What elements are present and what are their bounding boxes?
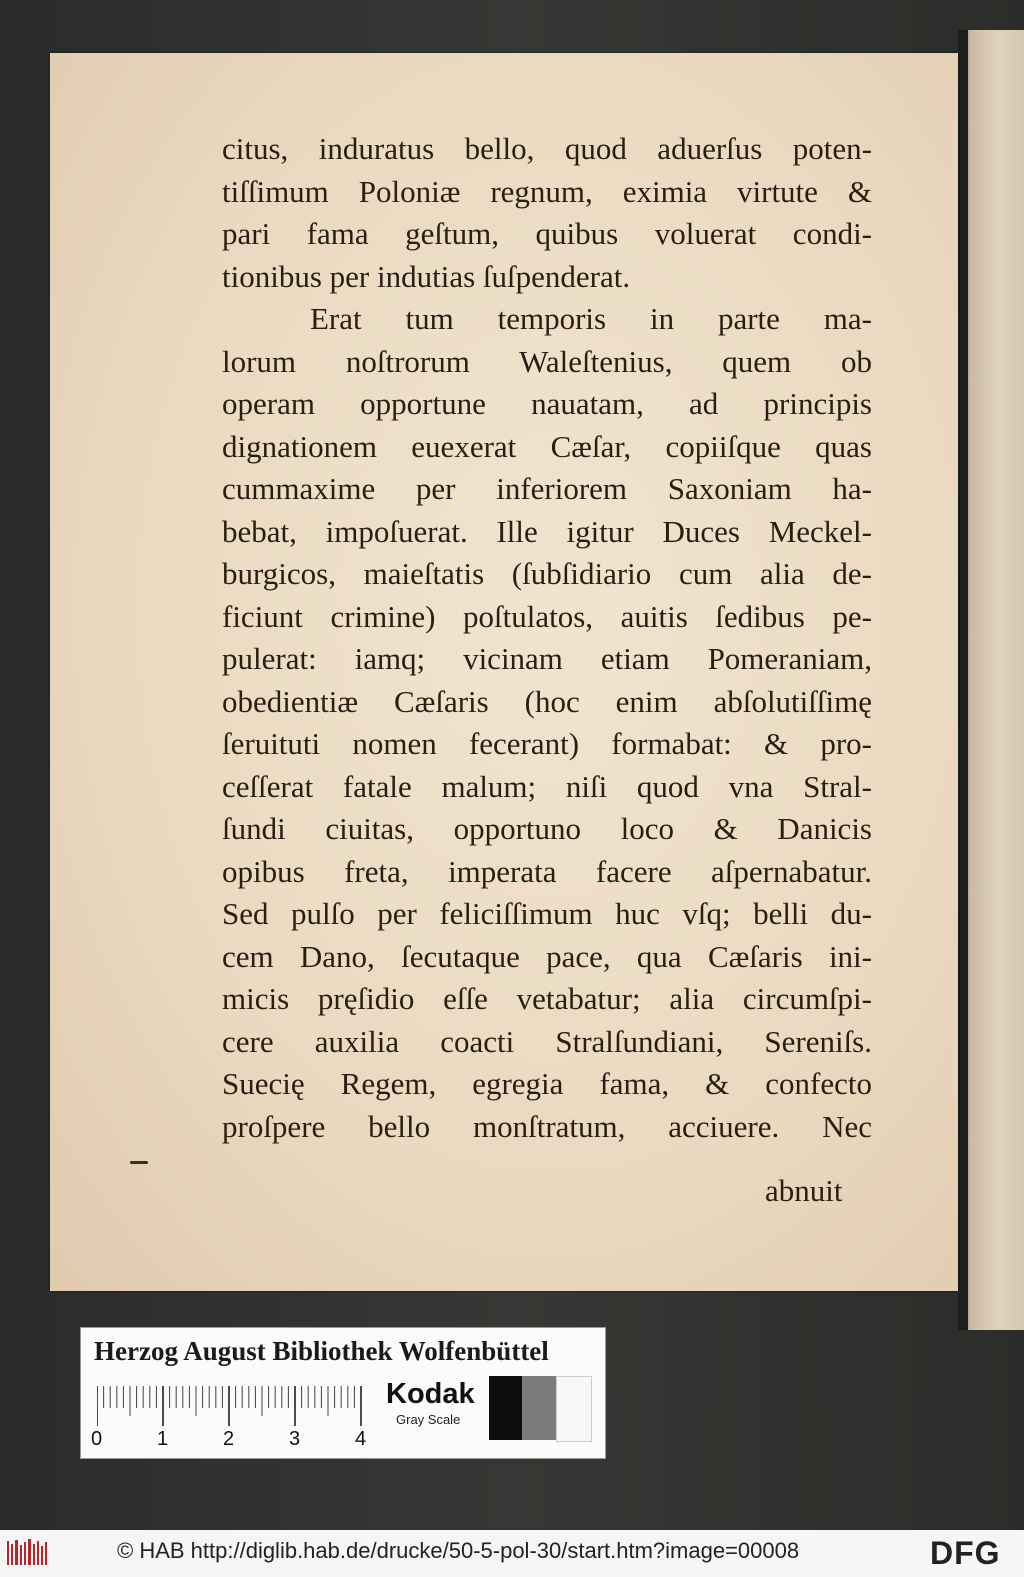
text-line: citus, induratus bello, quod aduerſus poten- (222, 131, 872, 166)
ruler-number: 2 (223, 1428, 235, 1450)
text-line: Sed pulſo per feliciſſimum huc vſq; belli du- (222, 896, 872, 931)
text-line: ceſſerat fatale malum; niſi quod vna Stral- (222, 768, 872, 804)
text-line: operam opportune nauatam, ad principis (222, 386, 872, 421)
page-text (222, 128, 872, 1148)
ruler-numbers (91, 1428, 391, 1452)
ruler-number: 3 (289, 1428, 301, 1450)
text-line: pari fama geſtum, quibus voluerat condi- (222, 216, 872, 251)
hab-logo-icon (6, 1538, 48, 1568)
library-name: Herzog August Bibliothek Wolfenbüttel (94, 1336, 549, 1366)
ruler-number: 1 (157, 1428, 169, 1450)
text-line: Erat tum temporis in parte ma- (310, 301, 872, 336)
text-line: burgicos, maieſtatis (ſubſidiario cum alia de- (222, 556, 872, 591)
ink-mark (130, 1161, 148, 1164)
text-line: micis pręſidio eſſe vetabatur; alia circumſpi- (222, 981, 872, 1016)
gray-patch-mid (522, 1376, 556, 1440)
text-line: lorum noſtrorum Waleſtenius, quem ob (222, 343, 872, 379)
text-line: dignationem euexerat Cæſar, copiiſque quas (222, 428, 872, 464)
text-line: pulerat: iamq; vicinam etiam Pomeraniam, (222, 641, 872, 676)
text-line: obedientiæ Cæſaris (hoc enim abſolutiſſimę (222, 683, 872, 719)
gray-patch-white (556, 1376, 592, 1442)
text-line: proſpere bello monſtratum, acciuere. Nec (222, 1108, 872, 1144)
footer-bar (0, 1530, 1024, 1577)
text-line: ficiunt crimine) poſtulatos, auitis ſedibus pe- (222, 598, 872, 634)
text-line: tiſſimum Poloniæ regnum, eximia virtute & (222, 173, 872, 209)
text-line: tionibus per indutias ſuſpenderat. (222, 258, 631, 294)
gutter-shadow (958, 30, 968, 1330)
ruler-number: 4 (355, 1428, 367, 1450)
book-page (50, 53, 958, 1291)
dfg-logo: DFG (930, 1535, 1001, 1571)
kodak-brand: Kodak (386, 1378, 475, 1410)
text-line: opibus freta, imperata facere aſpernabatur. (222, 853, 872, 889)
text-line: bebat, impoſuerat. Ille igitur Duces Meckel- (222, 513, 872, 549)
kodak-subtitle: Gray Scale (396, 1412, 461, 1427)
copyright-url[interactable]: © HAB http://diglib.hab.de/drucke/50-5-pol-30/start.htm?image=00008 (117, 1538, 800, 1563)
color-scale-label (80, 1327, 606, 1459)
text-line: cem Dano, ſecutaque pace, qua Cæſaris ini- (222, 938, 872, 974)
text-line: cummaxime per inferiorem Saxoniam ha- (222, 471, 872, 506)
catchword: abnuit (765, 1173, 843, 1208)
text-line: Suecię Regem, egregia fama, & confecto (222, 1066, 872, 1101)
text-line: cere auxilia coacti Stralſundiani, Sereniſs. (222, 1023, 872, 1059)
ruler-number: 0 (91, 1428, 103, 1450)
gray-patch-black (489, 1376, 522, 1440)
ruler-scale (97, 1386, 367, 1426)
text-line: ſundi ciuitas, opportuno loco & Danicis (222, 811, 872, 846)
text-line: ſeruituti nomen fecerant) formabat: & pro- (222, 726, 872, 761)
